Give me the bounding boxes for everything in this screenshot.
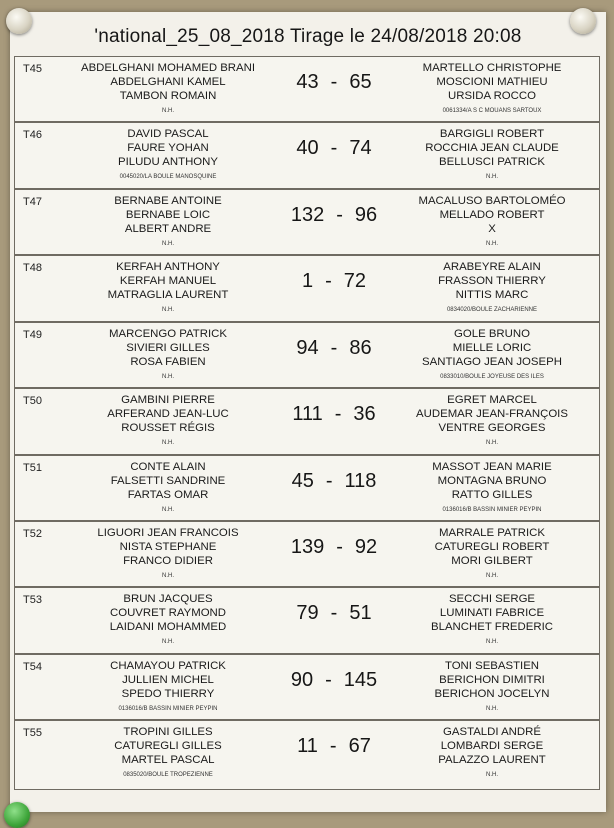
player-name: CHAMAYOU PATRICK bbox=[110, 660, 226, 672]
right-team bbox=[389, 592, 595, 647]
player-name: MACALUSO BARTOLOMÉO bbox=[418, 195, 566, 207]
match-score bbox=[275, 669, 393, 692]
score-left: 11 bbox=[297, 735, 318, 757]
club-label: N.H. bbox=[486, 638, 498, 645]
right-team bbox=[389, 393, 595, 448]
player-name: X bbox=[488, 223, 496, 236]
player-name: TONI SEBASTIEN bbox=[444, 660, 540, 672]
player-name: BRUN JACQUES bbox=[123, 593, 213, 605]
player-name: MASSOT JEAN MARIE bbox=[432, 461, 552, 473]
player-name: MATRAGLIA LAURENT bbox=[107, 289, 229, 302]
match-row bbox=[14, 720, 600, 790]
score-left: 43 bbox=[296, 71, 319, 93]
right-team bbox=[389, 659, 595, 714]
match-row bbox=[14, 56, 600, 122]
left-team bbox=[65, 526, 271, 581]
player-name: ALBERT ANDRE bbox=[124, 223, 212, 236]
player-name: CONTE ALAIN bbox=[130, 461, 206, 473]
player-name: EGRET MARCEL bbox=[447, 394, 537, 406]
score-right: 36 bbox=[353, 403, 376, 425]
player-name: ABDELGHANI MOHAMED BRANI bbox=[80, 62, 256, 74]
player-name: SANTIAGO JEAN JOSEPH bbox=[422, 356, 562, 369]
left-team bbox=[65, 194, 271, 249]
match-score bbox=[275, 337, 393, 360]
player-name: BERICHON DIMITRI bbox=[439, 674, 545, 687]
table-number: T49 bbox=[23, 329, 42, 341]
player-name: LUMINATI FABRICE bbox=[439, 607, 545, 620]
club-label: N.H. bbox=[162, 373, 174, 380]
table-number: T55 bbox=[23, 727, 42, 739]
player-name: FRASSON THIERRY bbox=[438, 275, 546, 288]
player-name: SECCHI SERGE bbox=[448, 593, 536, 605]
player-name: ARFERAND JEAN-LUC bbox=[107, 408, 229, 421]
match-row bbox=[14, 455, 600, 521]
right-team bbox=[389, 260, 595, 315]
right-team bbox=[389, 194, 595, 249]
player-name: DAVID PASCAL bbox=[127, 128, 209, 140]
table-number: T54 bbox=[23, 661, 42, 673]
player-name: BERICHON JOCELYN bbox=[434, 688, 550, 701]
match-row bbox=[14, 587, 600, 654]
left-team bbox=[65, 127, 271, 182]
player-name: SIVIERI GILLES bbox=[126, 342, 210, 355]
player-name: TROPINI GILLES bbox=[123, 726, 213, 738]
left-team bbox=[65, 659, 271, 714]
player-name: ABDELGHANI KAMEL bbox=[110, 76, 226, 89]
left-team bbox=[65, 260, 271, 315]
player-name: MELLADO ROBERT bbox=[439, 209, 545, 222]
player-name: ROSA FABIEN bbox=[130, 356, 206, 369]
player-name: ROCCHIA JEAN CLAUDE bbox=[425, 142, 559, 155]
player-name: LAIDANI MOHAMMED bbox=[109, 621, 227, 634]
club-label: 0045020/LA BOULE MANOSQUINE bbox=[119, 173, 217, 180]
club-label: N.H. bbox=[486, 173, 498, 180]
match-row bbox=[14, 521, 600, 587]
match-score bbox=[275, 270, 393, 293]
club-label: N.H. bbox=[162, 506, 174, 513]
player-name: SPEDO THIERRY bbox=[121, 688, 215, 701]
score-left: 90 bbox=[290, 669, 314, 691]
club-label: N.H. bbox=[162, 107, 174, 114]
left-team bbox=[65, 327, 271, 382]
match-row bbox=[14, 388, 600, 455]
draw-sheet bbox=[10, 12, 606, 812]
table-number: T45 bbox=[23, 63, 42, 75]
right-team bbox=[389, 460, 595, 515]
score-left: 94 bbox=[296, 337, 319, 359]
score-left: 139 bbox=[290, 536, 325, 558]
right-team bbox=[389, 61, 595, 116]
player-name: URSIDA ROCCO bbox=[448, 90, 536, 103]
club-label: N.H. bbox=[486, 240, 498, 247]
score-separator: - bbox=[336, 204, 343, 226]
score-separator: - bbox=[330, 71, 338, 93]
club-label: N.H. bbox=[486, 439, 498, 446]
left-team bbox=[65, 393, 271, 448]
table-number: T51 bbox=[23, 462, 42, 474]
table-number: T46 bbox=[23, 129, 42, 141]
club-label: 0835020/BOULE TROPEZIENNE bbox=[123, 771, 213, 778]
score-separator: - bbox=[334, 403, 342, 425]
club-label: N.H. bbox=[162, 306, 174, 313]
player-name: MOSCIONI MATHIEU bbox=[436, 76, 548, 89]
player-name: FARTAS OMAR bbox=[127, 489, 209, 502]
match-score bbox=[275, 71, 393, 94]
club-label: N.H. bbox=[162, 572, 174, 579]
table-number: T50 bbox=[23, 395, 42, 407]
pushpin-icon bbox=[4, 802, 30, 828]
player-name: BERNABE LOIC bbox=[125, 209, 211, 222]
player-name: MARTELLO CHRISTOPHE bbox=[422, 62, 562, 74]
right-team bbox=[389, 725, 595, 780]
score-right: 74 bbox=[349, 137, 372, 159]
player-name: RATTO GILLES bbox=[451, 489, 533, 502]
club-label: N.H. bbox=[486, 771, 498, 778]
player-name: COUVRET RAYMOND bbox=[109, 607, 227, 620]
club-label: N.H. bbox=[162, 638, 174, 645]
match-row bbox=[14, 654, 600, 720]
player-name: NISTA STEPHANE bbox=[119, 541, 217, 554]
left-team bbox=[65, 592, 271, 647]
table-number: T48 bbox=[23, 262, 42, 274]
score-separator: - bbox=[325, 470, 333, 492]
score-separator: - bbox=[325, 270, 332, 292]
score-left: 111 bbox=[292, 403, 323, 425]
match-score bbox=[275, 204, 393, 227]
player-name: VENTRE GEORGES bbox=[438, 422, 546, 435]
player-name: MORI GILBERT bbox=[451, 555, 533, 568]
match-row bbox=[14, 322, 600, 388]
left-team bbox=[65, 61, 271, 116]
score-left: 40 bbox=[296, 137, 319, 159]
player-name: MARCENGO PATRICK bbox=[109, 328, 227, 340]
match-row bbox=[14, 255, 600, 322]
score-separator: - bbox=[329, 735, 337, 757]
score-left: 45 bbox=[291, 470, 314, 492]
club-label: 0136016/B BASSIN MINIER PEYPIN bbox=[442, 506, 542, 513]
player-name: KERFAH ANTHONY bbox=[116, 261, 220, 273]
match-score bbox=[275, 137, 393, 160]
player-name: NITTIS MARC bbox=[455, 289, 529, 302]
score-separator: - bbox=[325, 669, 332, 691]
score-right: 51 bbox=[349, 602, 372, 624]
player-name: ARABEYRE ALAIN bbox=[443, 261, 541, 273]
player-name: LIGUORI JEAN FRANCOIS bbox=[97, 527, 239, 539]
player-name: JULLIEN MICHEL bbox=[122, 674, 214, 687]
club-label: N.H. bbox=[486, 572, 498, 579]
match-row bbox=[14, 122, 600, 189]
score-separator: - bbox=[330, 337, 338, 359]
left-team bbox=[65, 460, 271, 515]
match-score bbox=[275, 735, 393, 758]
match-row bbox=[14, 189, 600, 255]
score-separator: - bbox=[336, 536, 343, 558]
player-name: TAMBON ROMAIN bbox=[119, 90, 217, 103]
score-separator: - bbox=[330, 137, 338, 159]
player-name: AUDEMAR JEAN-FRANÇOIS bbox=[416, 408, 568, 421]
club-label: 0834020/BOULE ZACHARIENNE bbox=[446, 306, 538, 313]
player-name: MARRALE PATRICK bbox=[439, 527, 545, 539]
right-team bbox=[389, 127, 595, 182]
club-label: 0136016/B BASSIN MINIER PEYPIN bbox=[118, 705, 218, 712]
player-name: MARTEL PASCAL bbox=[121, 754, 215, 767]
table-number: T52 bbox=[23, 528, 42, 540]
player-name: BLANCHET FREDERIC bbox=[431, 621, 553, 634]
player-name: FRANCO DIDIER bbox=[123, 555, 213, 568]
player-name: BARGIGLI ROBERT bbox=[439, 128, 545, 140]
player-name: PALAZZO LAURENT bbox=[438, 754, 546, 767]
score-left: 132 bbox=[290, 204, 325, 226]
player-name: KERFAH MANUEL bbox=[119, 275, 217, 288]
score-left: 79 bbox=[296, 602, 319, 624]
player-name: BELLUSCI PATRICK bbox=[439, 156, 545, 169]
right-team bbox=[389, 327, 595, 382]
score-left: 1 bbox=[301, 270, 314, 292]
table-number: T53 bbox=[23, 594, 42, 606]
left-team bbox=[65, 725, 271, 780]
match-score bbox=[275, 536, 393, 559]
score-right: 72 bbox=[343, 270, 367, 292]
score-separator: - bbox=[330, 602, 338, 624]
player-name: MIELLE LORIC bbox=[452, 342, 532, 355]
player-name: LOMBARDI SERGE bbox=[440, 740, 544, 753]
score-right: 65 bbox=[349, 71, 372, 93]
player-name: FALSETTI SANDRINE bbox=[110, 475, 226, 488]
score-right: 86 bbox=[349, 337, 372, 359]
club-label: 0833010/BOULE JOYEUSE DES ILES bbox=[440, 373, 544, 380]
club-label: N.H. bbox=[486, 705, 498, 712]
score-right: 96 bbox=[354, 204, 378, 226]
club-label: N.H. bbox=[162, 240, 174, 247]
player-name: ROUSSET RÉGIS bbox=[121, 422, 215, 435]
table-number: T47 bbox=[23, 196, 42, 208]
right-team bbox=[389, 526, 595, 581]
match-score bbox=[275, 602, 393, 625]
score-right: 92 bbox=[354, 536, 378, 558]
player-name: MONTAGNA BRUNO bbox=[437, 475, 547, 488]
club-label: 0061334/A S C MOUANS SARTOUX bbox=[442, 107, 542, 114]
club-label: N.H. bbox=[162, 439, 174, 446]
match-score bbox=[275, 403, 393, 426]
player-name: BERNABE ANTOINE bbox=[114, 195, 222, 207]
player-name: FAURE YOHAN bbox=[127, 142, 209, 155]
page-title: 'national_25_08_2018 Tirage le 24/08/2018 20:08 bbox=[94, 26, 522, 47]
player-name: CATUREGLI ROBERT bbox=[434, 541, 550, 554]
score-right: 67 bbox=[348, 735, 371, 757]
player-name: PILUDU ANTHONY bbox=[117, 156, 218, 169]
player-name: GASTALDI ANDRÉ bbox=[443, 726, 541, 738]
player-name: CATUREGLI GILLES bbox=[114, 740, 222, 753]
player-name: GOLE BRUNO bbox=[454, 328, 530, 340]
score-right: 145 bbox=[343, 669, 378, 691]
match-score bbox=[275, 470, 393, 493]
score-right: 118 bbox=[344, 470, 377, 492]
player-name: GAMBINI PIERRE bbox=[121, 394, 215, 406]
